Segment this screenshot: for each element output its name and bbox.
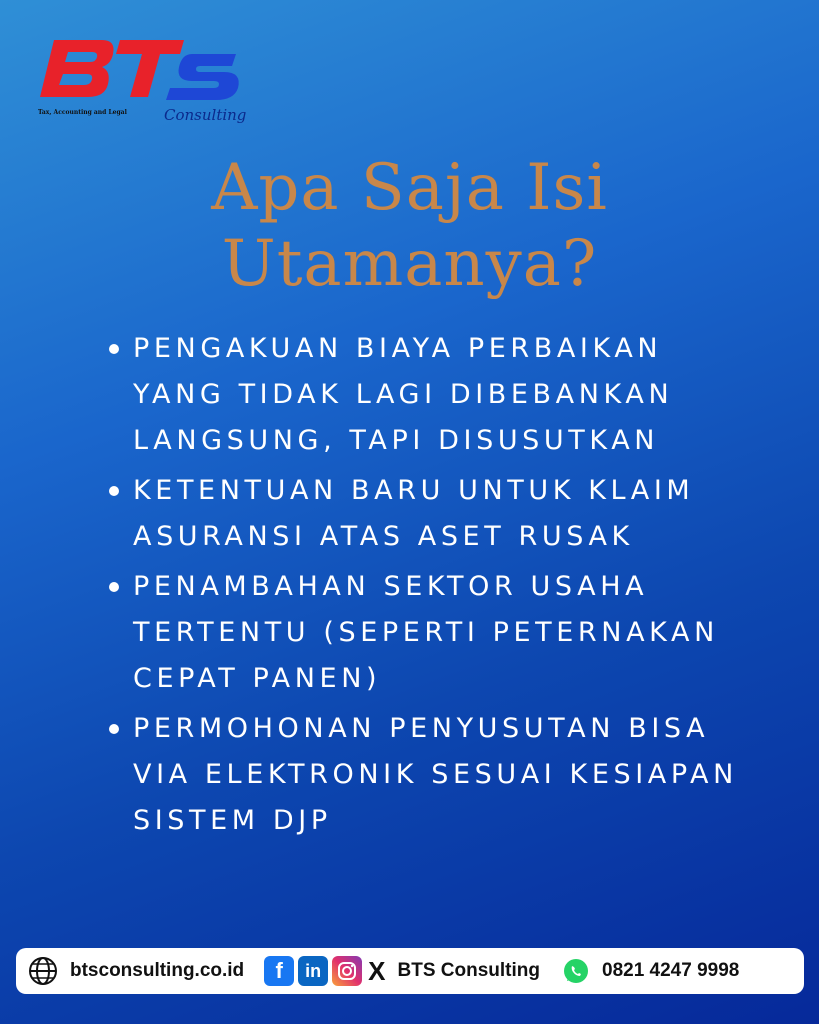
- globe-icon: [28, 956, 58, 986]
- bullet-list: [106, 326, 766, 848]
- logo-tagline: Tax, Accounting and Legal: [38, 109, 127, 116]
- footer-contact-bar: [16, 948, 804, 994]
- page-title: [0, 150, 819, 302]
- bts-logo-graphic: [36, 34, 246, 129]
- bullet-item: PERMOHONAN PENYUSUTAN BISA VIA ELEKTRONIK SESUAI KESIAPAN SISTEM DJP: [106, 706, 766, 844]
- instagram-icon[interactable]: [332, 956, 362, 986]
- title-line-2: Utamanya?: [221, 227, 598, 301]
- bullet-item: PENAMBAHAN SEKTOR USAHA TERTENTU (SEPERTI PETERNAKAN CEPAT PANEN): [106, 564, 766, 702]
- whatsapp-icon[interactable]: [562, 957, 590, 985]
- bullet-item: PENGAKUAN BIAYA PERBAIKAN YANG TIDAK LAGI DIBEBANKAN LANGSUNG, TAPI DISUSUTKAN: [106, 326, 766, 464]
- title-line-1: Apa Saja Isi: [211, 151, 608, 225]
- bullet-item: KETENTUAN BARU UNTUK KLAIM ASURANSI ATAS ASET RUSAK: [106, 468, 766, 560]
- bts-logo: [36, 34, 246, 129]
- social-account-name: BTS Consulting: [397, 960, 540, 981]
- x-icon[interactable]: X: [368, 955, 386, 986]
- phone-number[interactable]: 0821 4247 9998: [602, 960, 740, 981]
- website-link[interactable]: btsconsulting.co.id: [70, 960, 245, 981]
- logo-consulting-script: Consulting: [164, 106, 246, 124]
- facebook-icon[interactable]: f: [264, 956, 294, 986]
- linkedin-icon[interactable]: in: [298, 956, 328, 986]
